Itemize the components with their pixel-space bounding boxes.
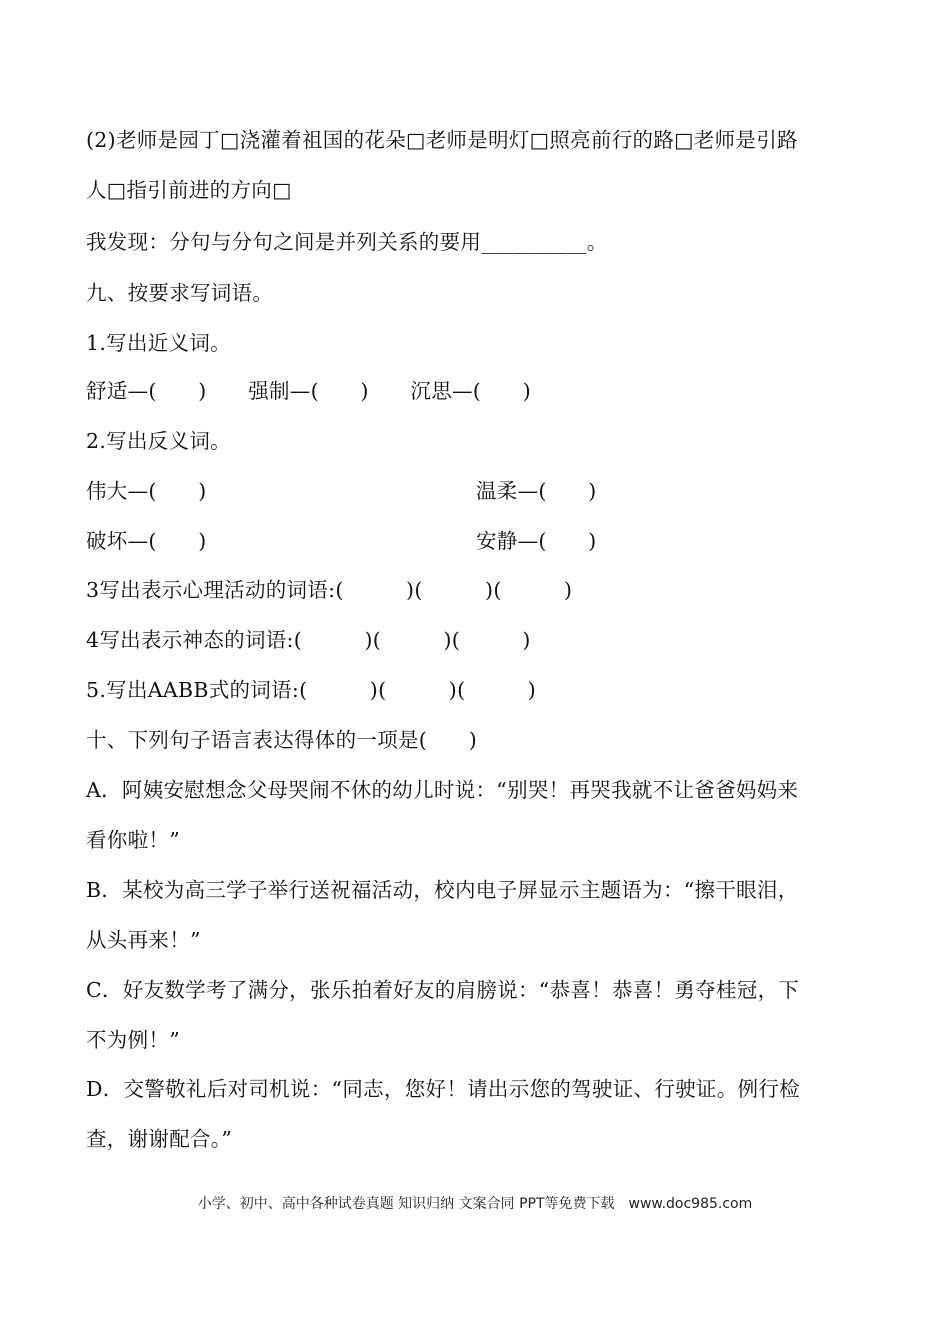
antonym-item: 安静—( ): [476, 529, 597, 553]
text-line: [86, 526, 864, 556]
option-d: D．交警敬礼后对司机说：“同志，您好！请出示您的驾驶证、行驶证。例行检: [86, 1077, 800, 1101]
question-item: 5.写出AABB式的词语:( )( )( ): [86, 678, 537, 702]
option-c-cont: 不为例！”: [86, 1028, 180, 1052]
text-line: 我发现：分句与分句之间是并列关系的要用__________。: [86, 230, 608, 254]
page-footer: 小学、初中、高中各种试卷真题 知识归纳 文案合同 PPT等免费下载 www.doc985.com: [197, 1196, 753, 1212]
text-line: (2)老师是园丁□浇灌着祖国的花朵□老师是明灯□照亮前行的路□老师是引路: [86, 128, 798, 152]
antonym-item: 破坏—( ): [86, 529, 207, 553]
option-b: B．某校为高三学子举行送祝福活动，校内电子屏显示主题语为：“擦干眼泪，: [86, 878, 799, 902]
text-line: 舒适—( ) 强制—( ) 沉思—( ): [86, 379, 531, 403]
option-c: C．好友数学考了满分，张乐拍着好友的肩膀说：“恭喜！恭喜！勇夺桂冠，下: [86, 978, 800, 1002]
question-item: 2.写出反义词。: [86, 429, 231, 453]
section-heading: 九、按要求写词语。: [86, 281, 274, 305]
text-line: 人□指引前进的方向□: [86, 178, 292, 202]
question-item: 4写出表示神态的词语:( )( )( ): [86, 628, 531, 652]
option-d-cont: 查，谢谢配合。”: [86, 1127, 233, 1151]
section-heading: 十、下列句子语言表达得体的一项是( ): [86, 728, 477, 752]
text-line: [86, 476, 864, 506]
antonym-item: 伟大—( ): [86, 479, 207, 503]
option-a: A．阿姨安慰想念父母哭闹不休的幼儿时说：“别哭！再哭我就不让爸爸妈妈来: [86, 778, 799, 802]
option-a-cont: 看你啦！”: [86, 828, 180, 852]
question-item: 1.写出近义词。: [86, 331, 231, 355]
option-b-cont: 从头再来！”: [86, 928, 201, 952]
antonym-item: 温柔—( ): [476, 479, 597, 503]
question-item: 3写出表示心理活动的词语:( )( )( ): [86, 578, 573, 602]
